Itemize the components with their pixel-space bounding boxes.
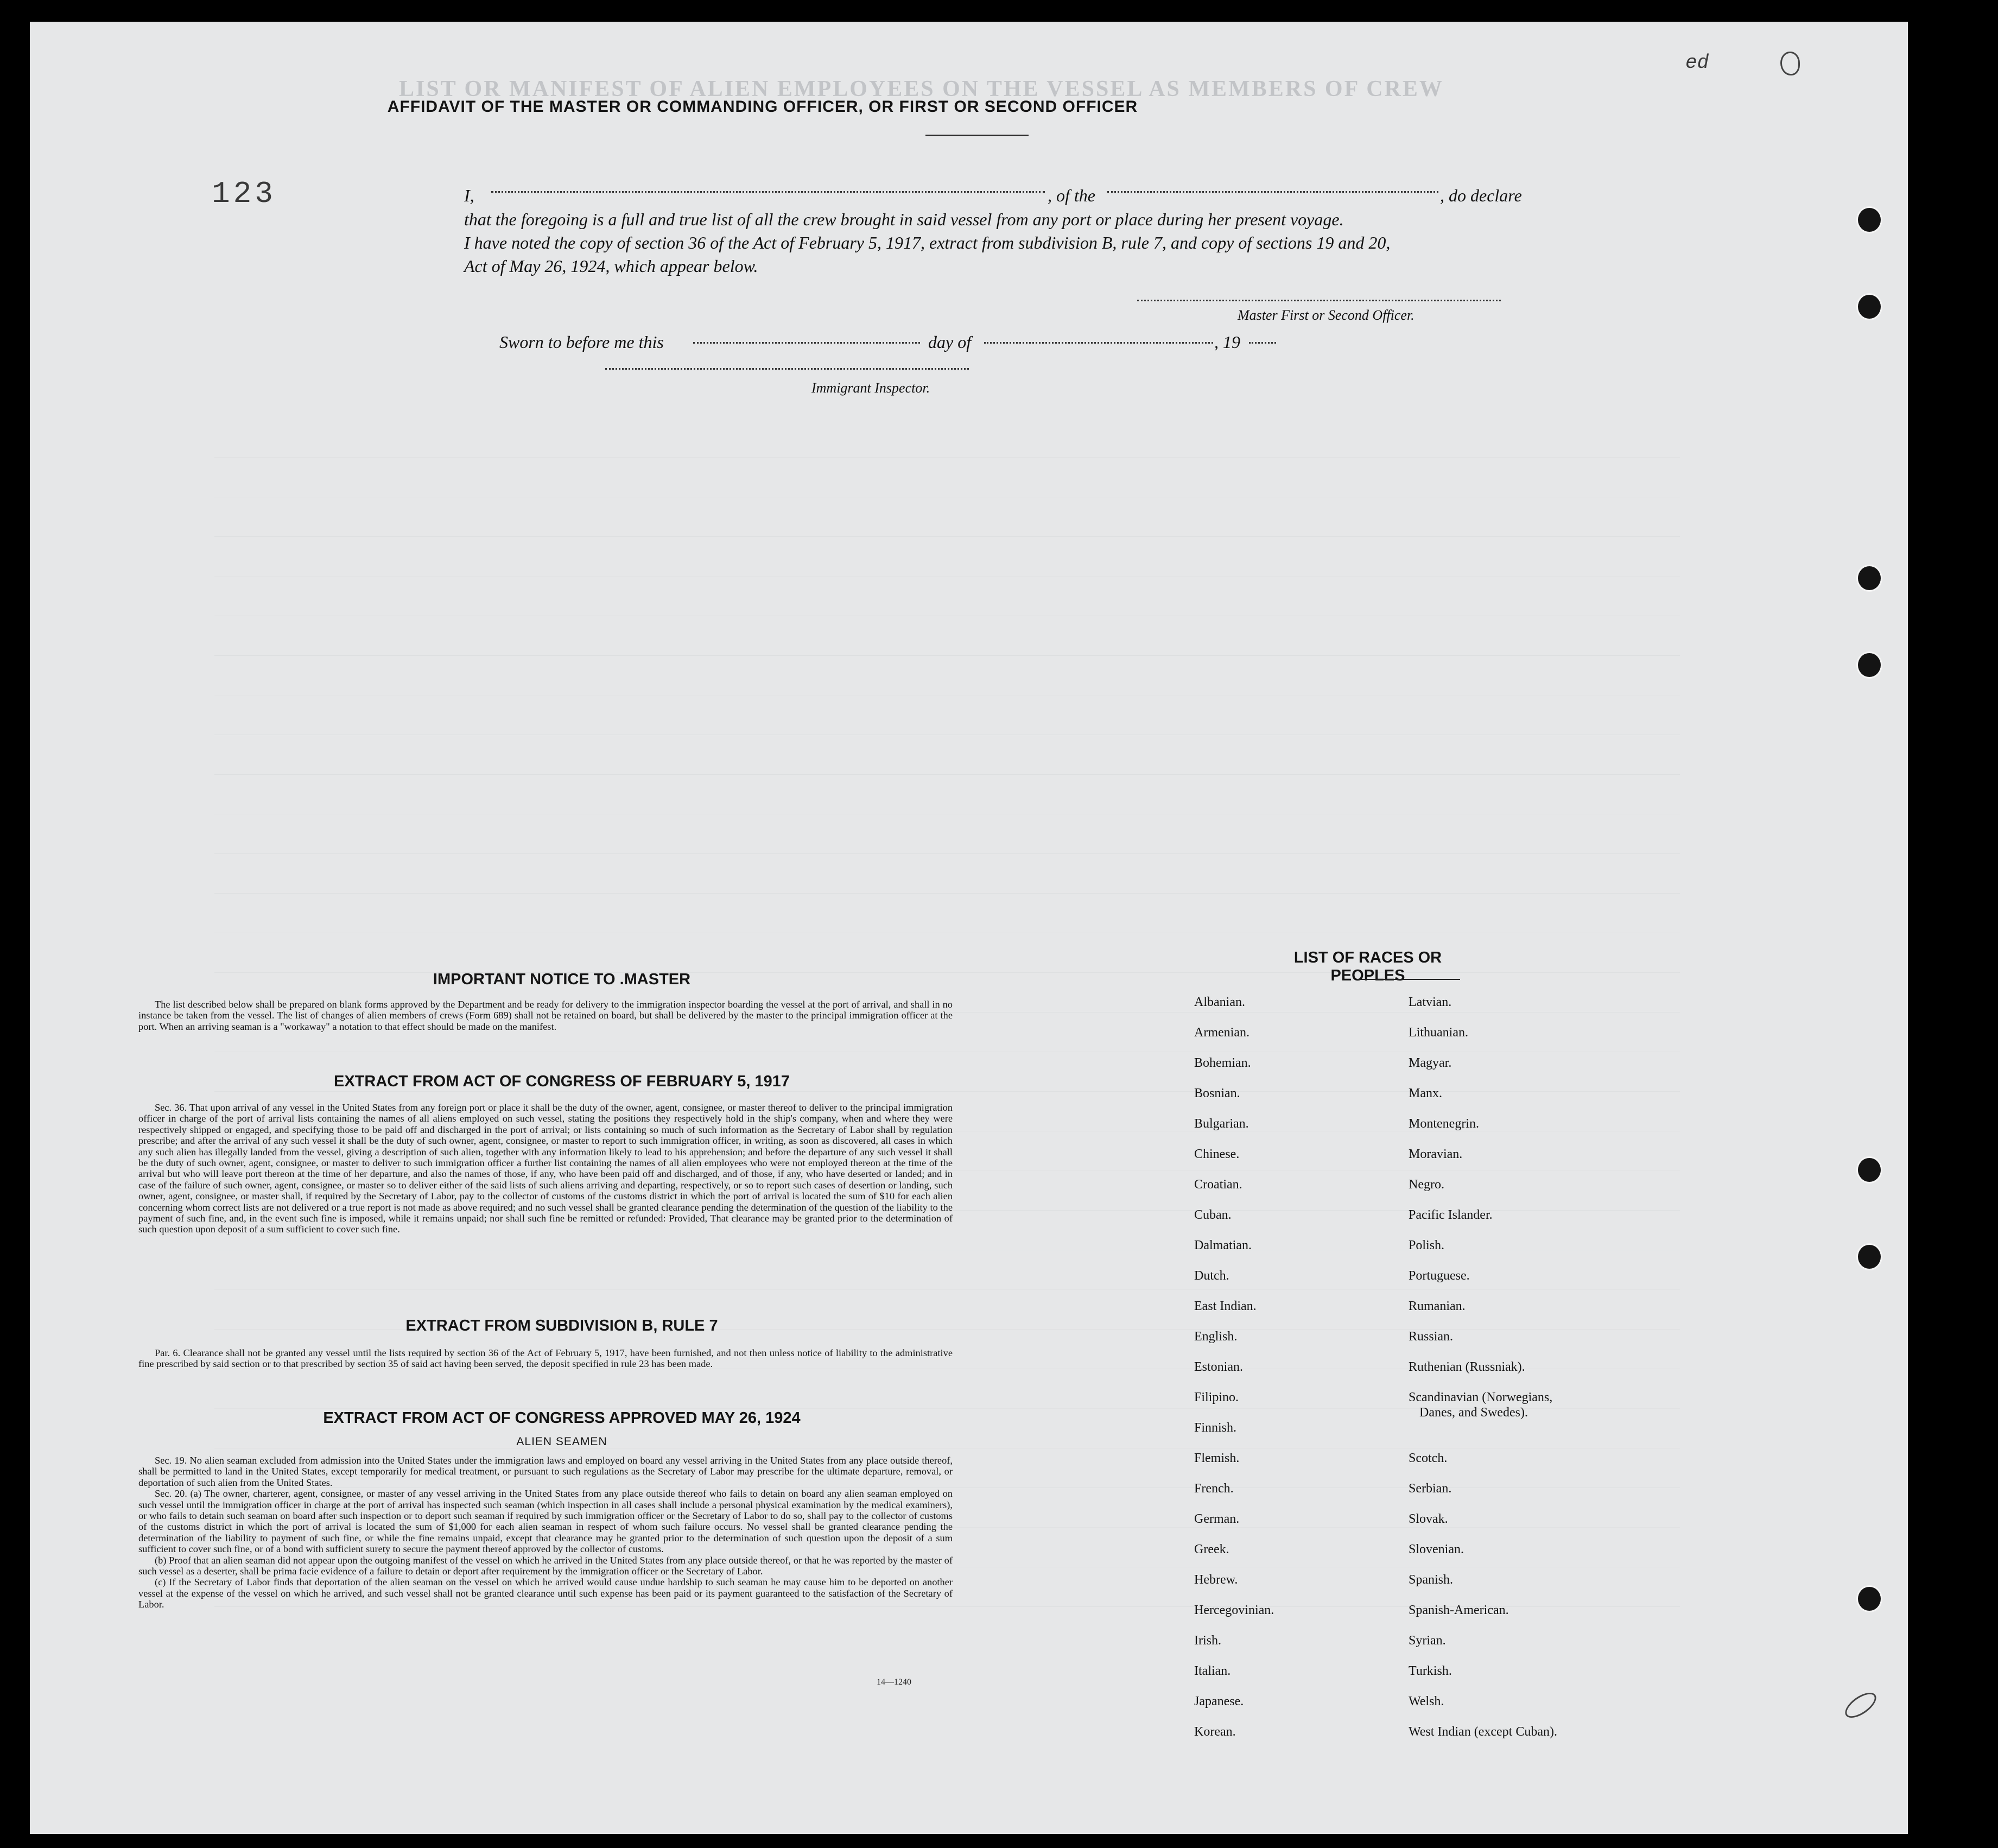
race-item: Magyar. (1409, 1056, 1452, 1070)
extract-rule7-paragraph: Par. 6. Clearance shall not be granted any vessel until the lists required by section 36 of the Act of February 5, 1917, have been furnished, and not then unless notice of liability to the administrative fine prescribed by said section or to that prescribed by section 35 of said act having been served, the deposit specified in rule 23 has been made. (138, 1347, 953, 1370)
bleed-through-row (214, 814, 1680, 854)
vessel-blank[interactable] (1107, 191, 1438, 193)
extract-1924-text (138, 1455, 953, 1610)
sworn-year-blank[interactable] (1249, 342, 1276, 344)
race-item: Russian. (1409, 1330, 1454, 1344)
notice-paragraph: The list described below shall be prepared on blank forms approved by the Department and be ready for delivery to the immigration inspector boarding the vessel at the port of arrival, and shall in no instance be taken from the vessel. The list of changes of alien members of crews (Form 689) shall not be retained on board, but shall be delivered by the master to the principal immigration officer at the port. When an arriving seaman is a "workaway" a notation to that effect should be made on the manifest. (138, 999, 953, 1032)
race-item: Hercegovinian. (1194, 1603, 1274, 1617)
affidavit-line-3: I have noted the copy of section 36 of the Act of February 5, 1917, extract from subdivision B, rule 7, and copy of sections 19 and 20, (464, 233, 1391, 252)
race-item: Montenegrin. (1409, 1117, 1479, 1131)
race-item: Hebrew. (1194, 1573, 1238, 1587)
race-item: Armenian. (1194, 1026, 1249, 1040)
sworn-day-of: day of (928, 332, 972, 352)
extract-rule7-title: EXTRACT FROM SUBDIVISION B, RULE 7 (405, 1317, 718, 1334)
race-item: Croatian. (1194, 1178, 1242, 1192)
race-item: Italian. (1194, 1664, 1231, 1678)
race-item: Bohemian. (1194, 1056, 1251, 1070)
bleed-through-row (214, 418, 1680, 458)
race-item: French. (1194, 1482, 1234, 1496)
race-item: Korean. (1194, 1725, 1236, 1739)
races-column-2 (1409, 995, 1557, 1755)
races-column-1 (1194, 995, 1274, 1755)
extract-1917-paragraph: Sec. 36. That upon arrival of any vessel in the United States from any foreign port or place it shall be the duty of the owner, agent, consignee, or master thereof to deliver to the principal immigration officer in charge of the port of arrival lists containing the names of all aliens employed on such vessel, stating the positions they respectively hold in the ship's company, when and where they were respectively shipped or engaged, and specifying those to be paid off and discharged in the port of arrival; or lists containing so much of such information as the Secretary of Labor shall by regulation prescribe; and after the arrival of any such vessel it shall be the duty of such owner, agent, consignee, or master to report to such immigration officer, in writing, as soon as discovered, all cases in which any such alien has illegally landed from the vessel, giving a description of such alien, together with any information likely to lead to his apprehension; and before the departure of any such vessel it shall be the duty of such owner, agent, consignee, or master to deliver to such immigration officer a further list containing the names of all alien employees who were not employed thereon at the time of the arrival but who will leave port thereon at the time of her departure, and also the names of those, if any, who have been paid off and discharged, and of those, if any, who have deserted or landed; and in case of the failure of such owner, agent, consignee, or master so to deliver either of the said lists of such aliens arriving and departing, respectively, or so to report such cases of desertion or landing, such owner, agent, consignee, or master shall, if required by the Secretary of Labor, pay to the collector of customs of the customs district in which the port of arrival is located the sum of $10 for each alien concerning whom correct lists are not delivered or a true report is not made as above required; and no such vessel shall be granted clearance pending the determination of the question of the liability to the payment of such fine, and, in the event such fine is imposed, while it remains unpaid; nor shall such fine be remitted or refunded: Provided, That clearance may be granted prior to the determination of such question upon deposit of a sum sufficient to cover such fine. (138, 1102, 953, 1235)
race-item: Japanese. (1194, 1694, 1244, 1708)
race-item: Scotch. (1409, 1451, 1448, 1465)
race-item: Dutch. (1194, 1269, 1229, 1283)
race-item: Latvian. (1409, 995, 1452, 1009)
binder-hole (1856, 565, 1882, 592)
bleed-through-row (214, 577, 1680, 616)
race-item: Greek. (1194, 1542, 1229, 1556)
race-item: Spanish-American. (1409, 1603, 1509, 1617)
sworn-year: , 19 (1214, 332, 1240, 352)
race-item: Cuban. (1194, 1208, 1232, 1222)
race-item: Finnish. (1194, 1421, 1237, 1435)
race-item: Slovak. (1409, 1512, 1448, 1526)
extract-1917-text (138, 1102, 953, 1235)
race-item: German. (1194, 1512, 1240, 1526)
bleed-through-row (214, 695, 1680, 735)
bleed-through-row (214, 735, 1680, 775)
race-item: Portuguese. (1409, 1269, 1470, 1283)
inspector-caption: Immigrant Inspector. (811, 380, 930, 396)
bleed-through-header: LIST OR MANIFEST OF ALIEN EMPLOYEES ON THE VESSEL AS MEMBERS OF CREW (399, 77, 1444, 102)
race-item: Welsh. (1409, 1694, 1444, 1708)
stamp-number: 123 (212, 176, 276, 211)
sec20b-paragraph: (b) Proof that an alien seaman did not appear upon the outgoing manifest of the vessel on which he arrived in the United States from any place outside thereof, or that he was reported by the master of such vessel as a deserter, shall be prima facie evidence of a failure to detain or deport after requirement by the immigration officer or the Secretary of Labor. (138, 1554, 953, 1577)
race-item: Rumanian. (1409, 1299, 1466, 1313)
race-item: Serbian. (1409, 1482, 1452, 1496)
race-item: Irish. (1194, 1634, 1221, 1648)
extract-rule7-text (138, 1347, 953, 1370)
race-item: Scandinavian (Norwegians, (1409, 1390, 1553, 1404)
race-item: Albanian. (1194, 995, 1245, 1009)
sec20c-paragraph: (c) If the Secretary of Labor finds that deportation of the alien seaman on the vessel on which he arrived would cause undue hardship to such seaman he may cause him to be deported on another vessel at the expense of the vessel on which he arrived, and such vessel shall not be granted clearance until such expense has been paid or its payment guaranteed to the satisfaction of the Secretary of Labor. (138, 1577, 953, 1610)
race-item: Danes, and Swedes). (1419, 1406, 1528, 1420)
race-item: Moravian. (1409, 1147, 1463, 1161)
race-item: Flemish. (1194, 1451, 1240, 1465)
race-item: Estonian. (1194, 1360, 1243, 1374)
sworn-prefix: Sworn to before me this (499, 332, 664, 352)
notice-title: IMPORTANT NOTICE TO .MASTER (433, 971, 691, 988)
race-item: Bosnian. (1194, 1086, 1240, 1100)
form-number: 14—1240 (877, 1678, 911, 1687)
binder-hole (1856, 206, 1882, 233)
race-item: Dalmatian. (1194, 1238, 1252, 1252)
race-item: Turkish. (1409, 1664, 1452, 1678)
binder-hole (1856, 1243, 1882, 1270)
bleed-through-row (214, 497, 1680, 537)
corner-note: ed (1685, 52, 1709, 74)
race-item: Filipino. (1194, 1390, 1239, 1404)
races-title: LIST OF RACES OR PEOPLES (1293, 949, 1442, 984)
race-item: West Indian (except Cuban). (1409, 1725, 1557, 1739)
name-blank[interactable] (491, 191, 1045, 193)
bleed-through-row (214, 616, 1680, 656)
race-item: English. (1194, 1330, 1238, 1344)
title-rule (925, 135, 1029, 136)
bleed-through-row (214, 458, 1680, 497)
bleed-through-row (214, 894, 1680, 933)
race-item: Polish. (1409, 1238, 1445, 1252)
binder-hole (1856, 293, 1882, 320)
master-signature-line[interactable] (1137, 300, 1501, 301)
pen-mark (1841, 1688, 1880, 1723)
race-item: Manx. (1409, 1086, 1442, 1100)
race-item: Syrian. (1409, 1634, 1446, 1648)
aff-i: I, (464, 186, 474, 205)
affidavit-line-4: Act of May 26, 1924, which appear below. (464, 256, 758, 276)
race-item: Chinese. (1194, 1147, 1240, 1161)
affidavit-title: AFFIDAVIT OF THE MASTER OR COMMANDING OFFICER, OR FIRST OR SECOND OFFICER (387, 98, 1138, 116)
document-sheet (30, 22, 1908, 1834)
race-item: Lithuanian. (1409, 1026, 1468, 1040)
bleed-through-row (214, 775, 1680, 814)
inspector-signature-line[interactable] (605, 368, 969, 370)
binder-hole (1856, 1156, 1882, 1184)
notice-text (138, 999, 953, 1032)
affidavit-of-the: , of the (1048, 186, 1095, 205)
sworn-month-blank[interactable] (984, 342, 1213, 344)
binder-hole (1856, 651, 1882, 679)
sworn-date-blank[interactable] (693, 342, 920, 344)
master-caption: Master First or Second Officer. (1238, 307, 1415, 323)
race-item: Spanish. (1409, 1573, 1454, 1587)
race-item: Negro. (1409, 1178, 1444, 1192)
sec19-paragraph: Sec. 19. No alien seaman excluded from admission into the United States under the immigration laws and employed on board any vessel arriving in the United States from any place outside thereof, shall be permitted to land in the United States, except temporarily for medical treatment, or pursuant to such regulations as the Secretary of Labor may prescribe for the ultimate departure, removal, or deportation of such alien from the United States. (138, 1455, 953, 1488)
affidavit-declare: , do declare (1440, 186, 1522, 205)
bleed-through-row (214, 854, 1680, 894)
bleed-through-row (214, 537, 1680, 577)
pen-mark (1780, 52, 1800, 75)
binder-hole (1856, 1585, 1882, 1612)
race-item: Bulgarian. (1194, 1117, 1249, 1131)
extract-1924-title: EXTRACT FROM ACT OF CONGRESS APPROVED MAY 26, 1924 (323, 1409, 801, 1427)
races-title-rule (1357, 979, 1460, 980)
extract-1917-title: EXTRACT FROM ACT OF CONGRESS OF FEBRUARY 5, 1917 (333, 1073, 790, 1090)
race-item: Pacific Islander. (1409, 1208, 1493, 1222)
affidavit-line-2: that the foregoing is a full and true list of all the crew brought in said vessel from any port or place during her present voyage. (464, 210, 1344, 229)
bleed-through-row (214, 656, 1680, 695)
race-item: Slovenian. (1409, 1542, 1464, 1556)
alien-seamen-subtitle: ALIEN SEAMEN (516, 1435, 607, 1448)
sec20a-paragraph: Sec. 20. (a) The owner, charterer, agent, consignee, or master of any vessel arriving in the United States from any place outside thereof who fails to detain on board any alien seaman employed on such vessel until the immigration officer in charge at the port of arrival has inspected such seaman (which inspection in all cases shall include a personal physical examination by the medical examiners), or who fails to detain such seaman on board after such inspection or to deport such seaman if required by such immigration officer or the Secretary of Labor to do so, shall pay to the collector of customs of the customs district in which the port of arrival is located the sum of $1,000 for each alien seaman in respect of whom such failure occurs. No vessel shall be granted clearance pending the determination of the liability to payment of such fine, or while the fine remains unpaid, except that clearance may be granted prior to the determination of such question upon the deposit of a sum sufficient to cover such fine, or of a bond with sufficient surety to secure the payment thereof approved by the collector of customs. (138, 1488, 953, 1555)
race-item: East Indian. (1194, 1299, 1257, 1313)
race-item: Ruthenian (Russniak). (1409, 1360, 1525, 1374)
affidavit-line-1 (464, 186, 474, 206)
